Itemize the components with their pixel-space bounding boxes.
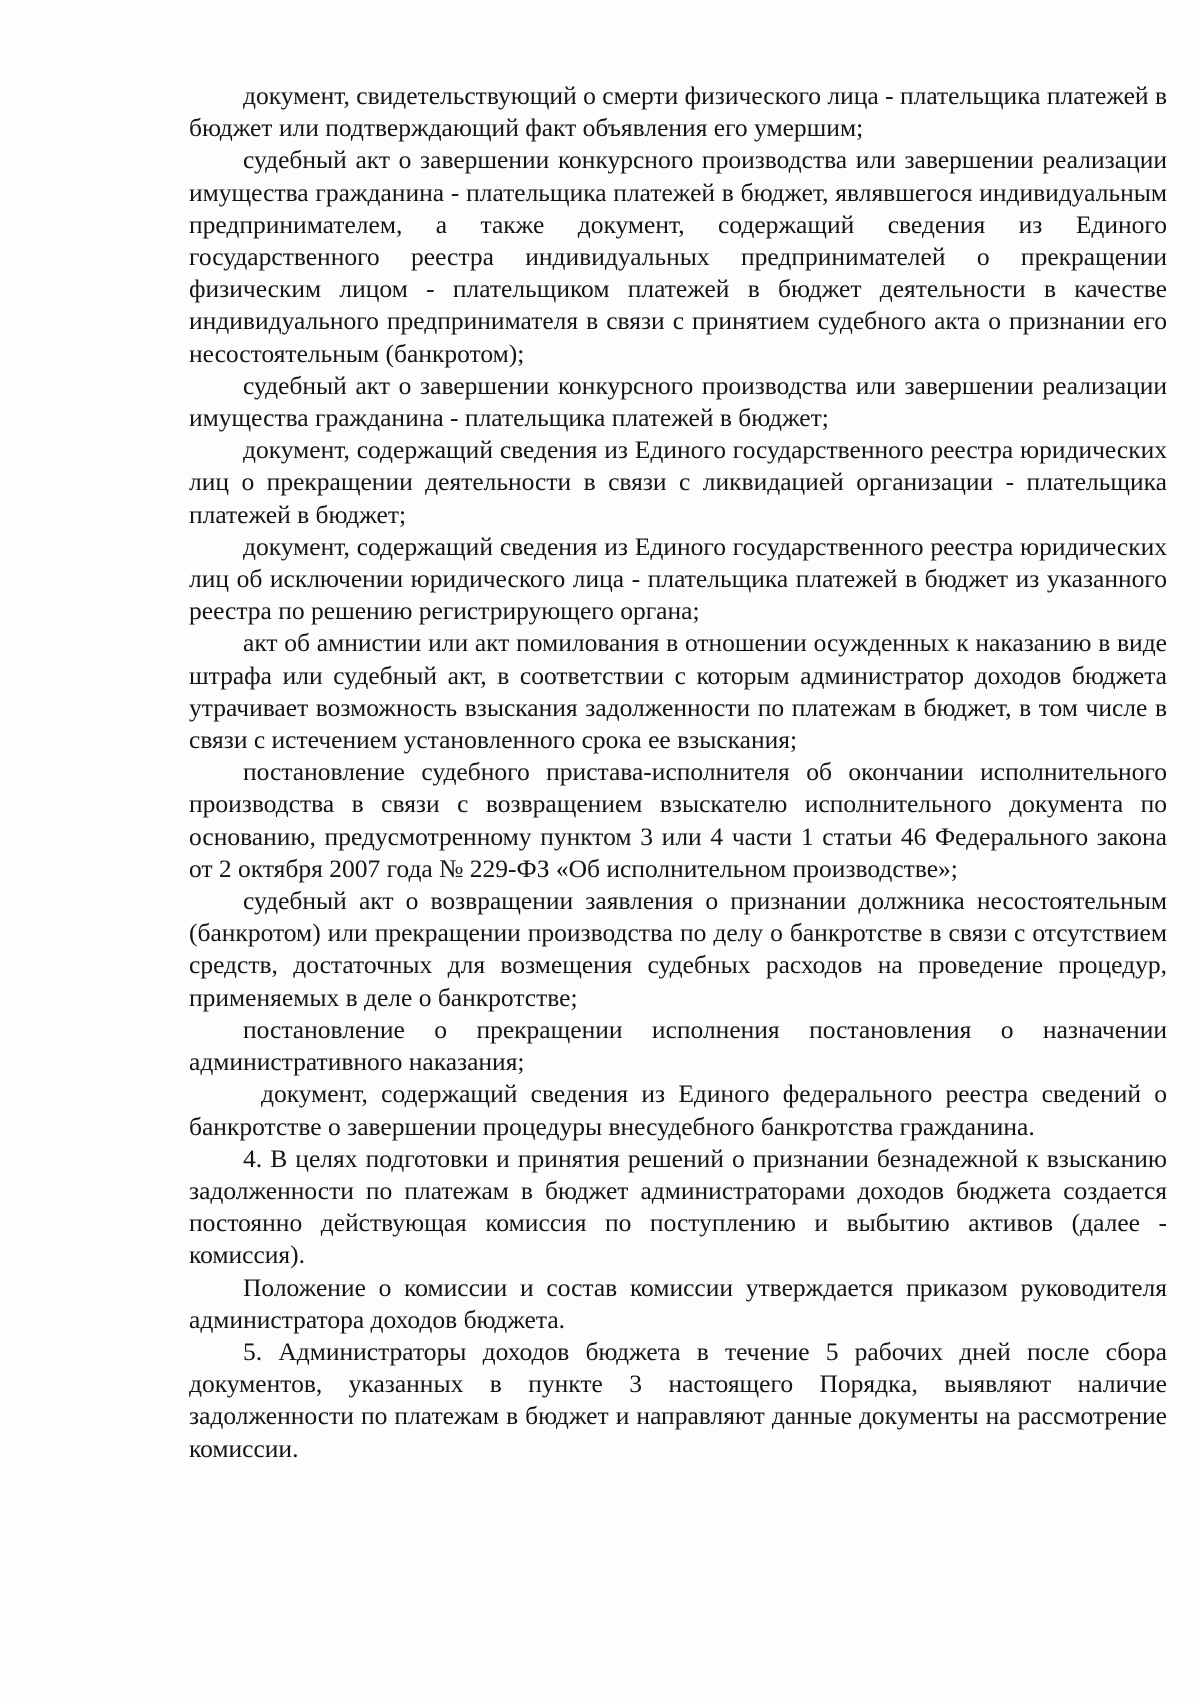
paragraph-liquidation-record: документ, содержащий сведения из Единого государственного реестра юридических лиц о прекращении деятельности в связи с ликвидацией организации - плательщика платежей в бюджет; [189,435,1167,529]
paragraph-section-5-identification: 5. Администраторы доходов бюджета в течение 5 рабочих дней после сбора документов, указанных в пункте 3 настоящего Порядка, выявляют наличие задолженности по платежам в бюджет и направляют данные документы на рассмотрение комиссии. [189,1336,1167,1463]
paragraph-amnesty-act: акт об амнистии или акт помилования в отношении осужденных к наказанию в виде штрафа или судебный акт, в соответствии с которым администратор доходов бюджета утрачивает возможность взыскания задолженности по платежам в бюджет, в том числе в связи с истечением установленного срока ее взыскания; [189,628,1167,755]
paragraph-bailiff-resolution: постановление судебного пристава-исполнителя об окончании исполнительного производства в связи с возвращением взыскателю исполнительного документа по основанию, предусмотренному пунктом 3 или 4 части 1 статьи 46 Федерального закона от 2 октября 2007 года № 229-ФЗ «Об исполнительном производстве»; [189,757,1167,883]
paragraph-death-certificate: документ, свидетельствующий о смерти физического лица - плательщика платежей в бюджет или подтверждающий факт объявления его умершим; [189,81,1167,143]
paragraph-termination-resolution: постановление о прекращении исполнения постановления о назначении административного наказания; [189,1014,1167,1077]
paragraph-commission-regulation: Положение о комиссии и состав комиссии утверждается приказом руководителя администратора доходов бюджета. [189,1272,1167,1334]
document-body [189,80,1167,1465]
paragraph-exclusion-record: документ, содержащий сведения из Единого государственного реестра юридических лиц об исключении юридического лица - плательщика платежей в бюджет из указанного реестра по решению регистрирующего органа; [189,531,1167,626]
paragraph-out-of-court-bankruptcy: документ, содержащий сведения из Единого федерального реестра сведений о банкротстве о завершении процедуры внесудебного банкротства гражданина. [189,1079,1167,1141]
paragraph-bankruptcy-return: судебный акт о возвращении заявления о признании должника несостоятельным (банкротом) или прекращении производства по делу о банкротстве в связи с отсутствием средств, достаточных для возмещения судебных расходов на проведение процедур, применяемых в деле о банкротстве; [189,886,1167,1012]
paragraph-section-4-commission: 4. В целях подготовки и принятия решений о признании безнадежной к взысканию задолженности по платежам в бюджет администраторами доходов бюджета создается постоянно действующая комиссия по поступлению и выбытию активов (далее - комиссия). [189,1143,1167,1270]
paragraph-court-act-citizen: судебный акт о завершении конкурсного производства или завершении реализации имущества гражданина - плательщика платежей в бюджет; [189,370,1167,433]
paragraph-court-act-entrepreneur: судебный акт о завершении конкурсного производства или завершении реализации имущества гражданина - плательщика платежей в бюджет, являвшегося индивидуальным предпринимателем, а также документ, содержащий сведения из Единого государственного реестра индивидуальных предпринимателей о прекращении физическим лицом - плательщиком платежей в бюджет деятельности в качестве индивидуального предпринимателя в связи с принятием судебного акта о признании его несостоятельным (банкротом); [189,145,1167,368]
